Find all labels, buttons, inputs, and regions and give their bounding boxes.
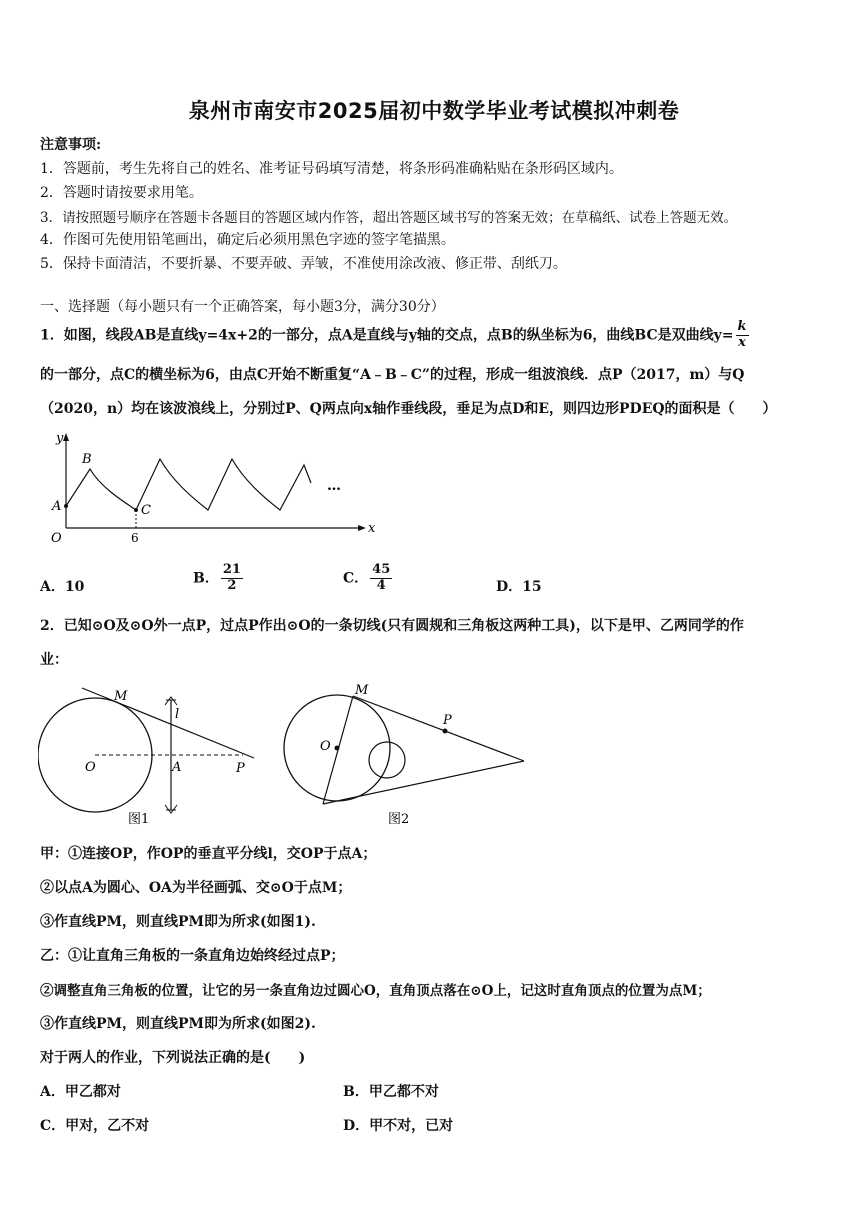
fig2-caption: 图2	[388, 812, 410, 827]
notice-heading: 注意事项:	[40, 137, 102, 153]
fig1-label-m: M	[114, 689, 128, 704]
exam-title: 泉州市南安市2025届初中数学毕业考试模拟冲刺卷	[188, 99, 680, 123]
y-axis-label: y	[56, 431, 64, 446]
q1-option-c-fraction	[370, 563, 392, 594]
fraction-denominator: 4	[376, 577, 386, 593]
q2-yi-step-3: ③作直线PM，则直线PM即为所求(如图2).	[40, 1016, 316, 1032]
q1-option-b-fraction	[221, 563, 243, 594]
point-a	[64, 504, 68, 508]
fig1-label-p: P	[236, 761, 245, 776]
label-dots: …	[327, 478, 341, 494]
y-axis-arrow-icon	[63, 433, 69, 441]
label-six: 6	[131, 531, 139, 545]
notice-item-5: 5．保持卡面清洁，不要折暴、不要弄破、弄皱，不准使用涂改液、修正带、刮纸刀。	[40, 256, 567, 272]
point-p-dot	[443, 729, 448, 734]
label-b: B	[82, 452, 92, 467]
label-a: A	[52, 499, 62, 514]
fraction-numerator: 21	[222, 562, 241, 577]
fig1-label-l: l	[175, 707, 180, 722]
notice-item-3: 3．请按照题号顺序在答题卡各题目的答题区域内作答，超出答题区域书写的答案无效；在草稿纸、试卷上答题无效。	[40, 210, 738, 226]
q2-option-c[interactable]: C．甲对，乙不对	[40, 1118, 150, 1134]
fig1-label-a: A	[172, 760, 182, 775]
small-circle	[369, 742, 405, 778]
x-axis-arrow-icon	[358, 525, 366, 531]
q2-jia-step-1: 甲：①连接OP，作OP的垂直平分线l，交OP于点A；	[40, 846, 377, 862]
notice-item-4: 4．作图可先使用铅笔画出，确定后必须用黑色字迹的签字笔描黑。	[40, 232, 455, 248]
q2-option-a[interactable]: A．甲乙都对	[40, 1084, 121, 1100]
notice-item-2: 2．答题时请按要求用笔。	[40, 185, 203, 201]
q1-option-c[interactable]	[343, 563, 394, 594]
q2-question: 对于两人的作业，下列说法正确的是( )	[40, 1050, 306, 1066]
fraction-denominator: x	[738, 334, 746, 350]
q1-line-1-text: 1．如图，线段AB是直线y=4x+2的一部分，点A是直线与y轴的交点，点B的纵坐标为6，曲线BC是双曲线y=	[40, 327, 734, 344]
q2-yi-step-2: ②调整直角三角板的位置，让它的另一条直角边过圆心O，直角顶点落在⊙O上，记这时直角顶点的位置为点M；	[40, 983, 711, 999]
q2-jia-step-2: ②以点A为圆心、OA为半径画弧、交⊙O于点M；	[40, 880, 352, 896]
q1-option-c-label: C．	[343, 570, 369, 587]
wave-curve	[66, 459, 311, 510]
q2-figure-2	[280, 682, 530, 832]
q2-figure-1	[38, 682, 268, 832]
q2-option-d[interactable]: D．甲不对，已对	[343, 1118, 454, 1134]
q1-line-2: 的一部分，点C的横坐标为6，由点C开始不断重复“A﹣B﹣C”的过程，形成一组波浪线．点P（2017，m）与Q	[40, 367, 745, 383]
q1-fraction-k-over-x	[736, 320, 749, 351]
fig2-label-o: O	[320, 739, 331, 754]
label-c: C	[141, 503, 151, 518]
notice-item-1: 1．答题前，考生先将自己的姓名、准考证号码填写清楚，将条形码准确粘贴在条形码区域内。	[40, 161, 623, 177]
q1-option-b[interactable]	[193, 563, 245, 594]
triangle-side-pm	[353, 696, 524, 761]
triangle-hypotenuse	[323, 761, 524, 804]
fig1-label-o: O	[85, 760, 96, 775]
section-heading: 一、选择题（每小题只有一个正确答案，每小题3分，满分30分）	[40, 299, 445, 315]
q1-line-1	[40, 320, 751, 351]
fraction-denominator: 2	[227, 577, 237, 593]
q1-option-b-label: B．	[193, 570, 219, 587]
fraction-numerator: k	[737, 319, 747, 334]
tangent-line-pm	[82, 688, 254, 758]
q1-wave-figure	[40, 428, 380, 553]
q2-option-b[interactable]: B．甲乙都不对	[343, 1084, 439, 1100]
x-axis-label: x	[368, 521, 376, 536]
q2-yi-step-1: 乙：①让直角三角板的一条直角边始终经过点P；	[40, 948, 345, 964]
q1-line-3: （2020，n）均在该波浪线上，分别过P、Q两点向x轴作垂线段，垂足为点D和E，则四边形PDEQ的面积是（ ）	[40, 401, 777, 417]
fig2-label-m: M	[355, 683, 369, 698]
q1-option-d[interactable]: D．15	[496, 579, 542, 595]
center-o-dot	[335, 746, 340, 751]
q1-option-a[interactable]: A．10	[40, 579, 85, 595]
fig1-caption: 图1	[128, 812, 150, 827]
label-origin: O	[51, 531, 62, 546]
q2-jia-step-3: ③作直线PM，则直线PM即为所求(如图1).	[40, 914, 316, 930]
q2-line-1: 2．已知⊙O及⊙O外一点P，过点P作出⊙O的一条切线(只有圆规和三角板这两种工具)，以下是甲、乙两同学的作	[40, 618, 744, 634]
q2-line-2: 业：	[40, 652, 68, 668]
fraction-numerator: 45	[372, 562, 391, 577]
point-c	[134, 508, 138, 512]
fig2-label-p: P	[443, 713, 452, 728]
